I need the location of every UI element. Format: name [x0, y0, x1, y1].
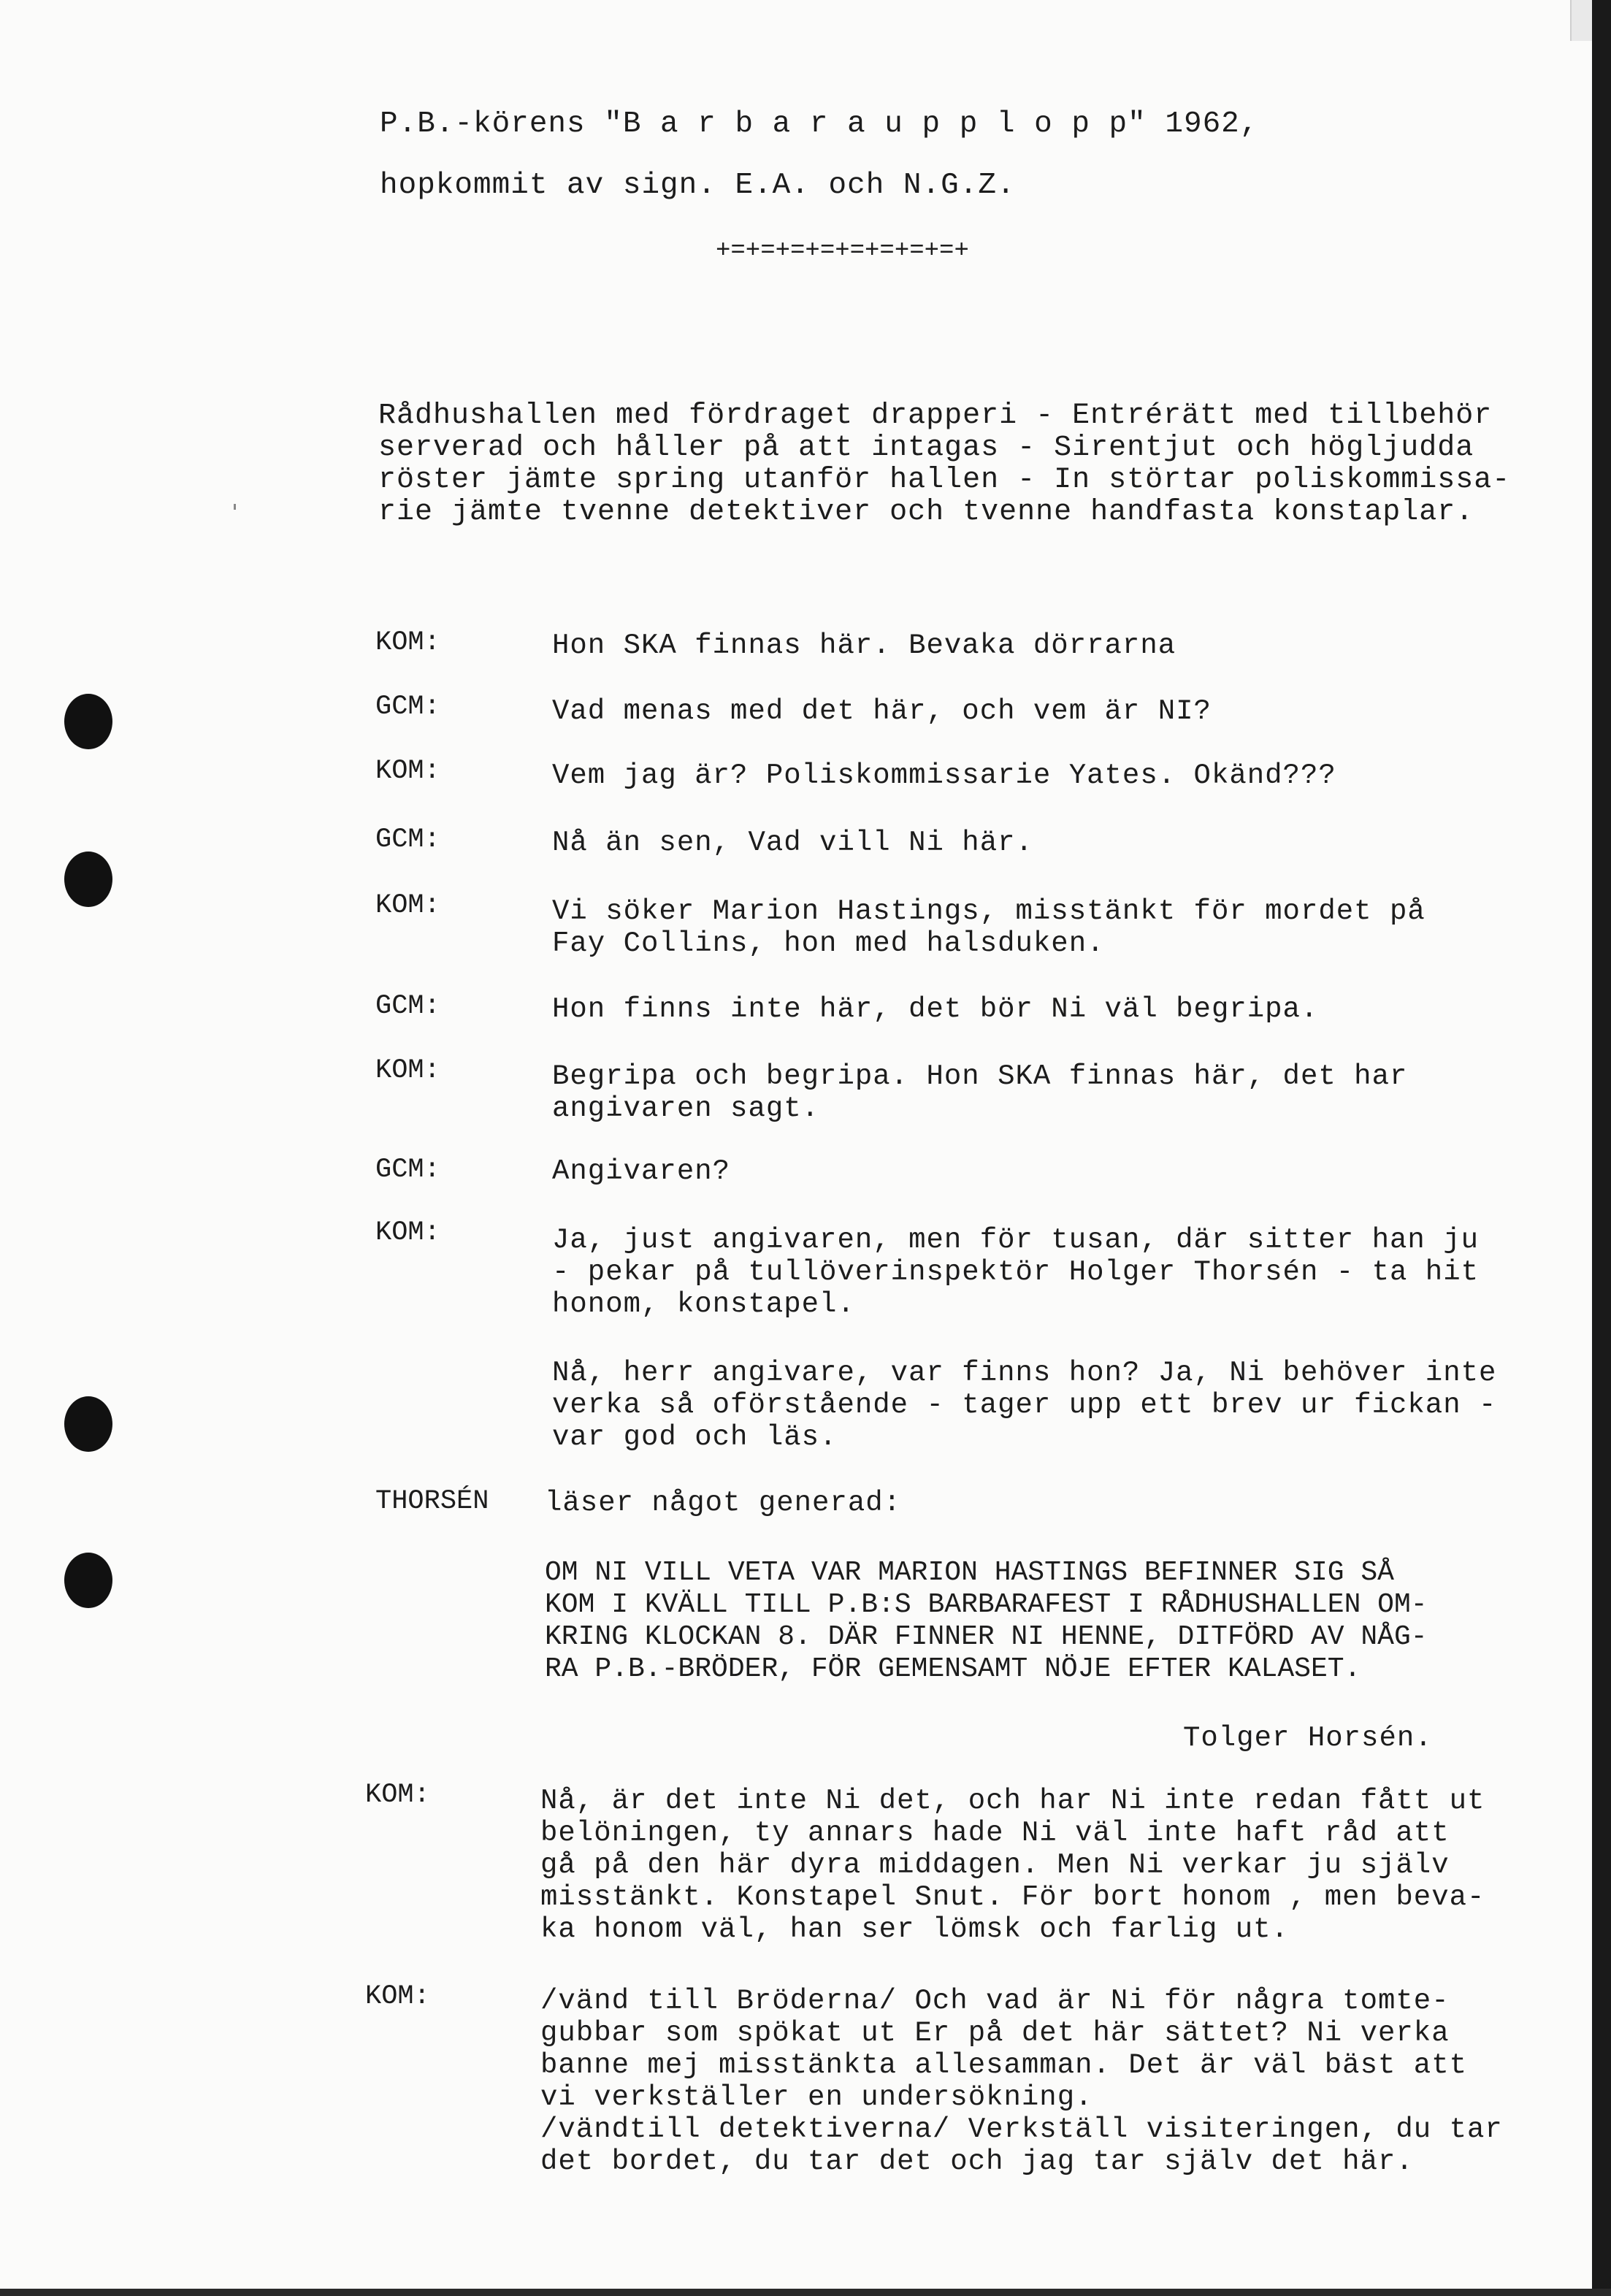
- stray-mark: [234, 504, 236, 510]
- dialogue-line: gubbar som spökat ut Er på det här sättet? Ni verka: [540, 2017, 1450, 2049]
- dialogue-line: gå på den här dyra middagen. Men Ni verkar ju själv: [540, 1849, 1450, 1881]
- punch-hole: [64, 1553, 112, 1608]
- dialogue-line: Hon finns inte här, det bör Ni väl begripa.: [552, 993, 1319, 1025]
- letter-line: KRING KLOCKAN 8. DÄR FINNER NI HENNE, DITFÖRD AV NÅG-: [545, 1621, 1428, 1653]
- letter-line: KOM I KVÄLL TILL P.B:S BARBARAFEST I RÅDHUSHALLEN OM-: [545, 1589, 1428, 1620]
- dialogue-line: Vi söker Marion Hastings, misstänkt för mordet på: [552, 895, 1426, 927]
- document-title: P.B.-körens "B a r b a r a u p p l o p p" 1962,: [380, 107, 1259, 141]
- speaker-label: GCM:: [375, 824, 440, 855]
- dialogue-line: Nå, herr angivare, var finns hon? Ja, Ni behöver inte: [552, 1357, 1497, 1389]
- dialogue-line: ka honom väl, han ser lömsk och farlig ut.: [540, 1913, 1289, 1945]
- dialogue-line: belöningen, ty annars hade Ni väl inte haft råd att: [540, 1817, 1450, 1849]
- punch-hole: [64, 694, 112, 749]
- stage-direction-line: serverad och håller på att intagas - Sirentjut och högljudda: [378, 432, 1474, 464]
- stage-direction-line: Rådhushallen med fördraget drapperi - Entrérätt med tillbehör: [378, 399, 1493, 432]
- dialogue-line: Fay Collins, hon med halsduken.: [552, 927, 1105, 960]
- dialogue-line: Nå än sen, Vad vill Ni här.: [552, 827, 1033, 859]
- dialogue-line: banne mej misstänkta allesamman. Det är väl bäst att: [540, 2049, 1467, 2081]
- dialogue-line: angivaren sagt.: [552, 1092, 820, 1125]
- dialogue-line: /vänd till Bröderna/ Och vad är Ni för några tomte-: [540, 1985, 1450, 2017]
- dialogue-line: var god och läs.: [552, 1421, 838, 1453]
- dialogue-line: vi verkställer en undersökning.: [540, 2081, 1093, 2113]
- dialogue-line: läser något generad:: [545, 1487, 902, 1519]
- page-bottom-edge: [0, 2289, 1611, 2296]
- speaker-label: KOM:: [375, 1217, 440, 1248]
- dialogue-line: Hon SKA finnas här. Bevaka dörrarna: [552, 630, 1176, 662]
- speaker-label: KOM:: [375, 756, 440, 787]
- punch-hole: [64, 1396, 112, 1452]
- letter-signature: Tolger Horsén.: [1183, 1722, 1433, 1754]
- speaker-label: GCM:: [375, 991, 440, 1022]
- page-corner: [1570, 0, 1592, 41]
- stage-direction-line: röster jämte spring utanför hallen - In störtar poliskommissa-: [378, 464, 1511, 497]
- speaker-label: KOM:: [375, 1055, 440, 1086]
- dialogue-line: Angivaren?: [552, 1155, 731, 1187]
- document-authors: hopkommit av sign. E.A. och N.G.Z.: [380, 169, 1016, 202]
- speaker-label: GCM:: [375, 1155, 440, 1185]
- speaker-label: THORSÉN: [375, 1486, 489, 1517]
- dialogue-line: Begripa och begripa. Hon SKA finnas här, det har: [552, 1060, 1408, 1092]
- dialogue-line: det bordet, du tar det och jag tar själv det här.: [540, 2146, 1414, 2178]
- dialogue-line: - pekar på tullöverinspektör Holger Thorsén - ta hit: [552, 1256, 1479, 1288]
- letter-line: OM NI VILL VETA VAR MARION HASTINGS BEFINNER SIG SÅ: [545, 1557, 1394, 1588]
- speaker-label: KOM:: [375, 890, 440, 921]
- dialogue-line: Vad menas med det här, och vem är NI?: [552, 695, 1212, 727]
- letter-line: RA P.B.-BRÖDER, FÖR GEMENSAMT NÖJE EFTER KALASET.: [545, 1653, 1361, 1685]
- dialogue-line: honom, konstapel.: [552, 1288, 855, 1320]
- speaker-label: KOM:: [365, 1981, 430, 2012]
- title-divider: +=+=+=+=+=+=+=+=+: [716, 237, 969, 265]
- speaker-label: GCM:: [375, 692, 440, 722]
- dialogue-line: verka så oförstående - tager upp ett brev ur fickan -: [552, 1389, 1497, 1421]
- dialogue-line: misstänkt. Konstapel Snut. För bort honom , men beva-: [540, 1881, 1485, 1913]
- page-edge-shadow: [1592, 0, 1611, 2296]
- dialogue-line: Ja, just angivaren, men för tusan, där sitter han ju: [552, 1224, 1479, 1256]
- stage-direction-line: rie jämte tvenne detektiver och tvenne handfasta konstaplar.: [378, 496, 1474, 529]
- speaker-label: KOM:: [365, 1780, 430, 1810]
- speaker-label: KOM:: [375, 627, 440, 658]
- dialogue-line: Vem jag är? Poliskommissarie Yates. Okänd???: [552, 759, 1336, 792]
- dialogue-line: Nå, är det inte Ni det, och har Ni inte redan fått ut: [540, 1785, 1485, 1817]
- dialogue-line: /vändtill detektiverna/ Verkställ visiteringen, du tar: [540, 2113, 1503, 2146]
- punch-hole: [64, 852, 112, 907]
